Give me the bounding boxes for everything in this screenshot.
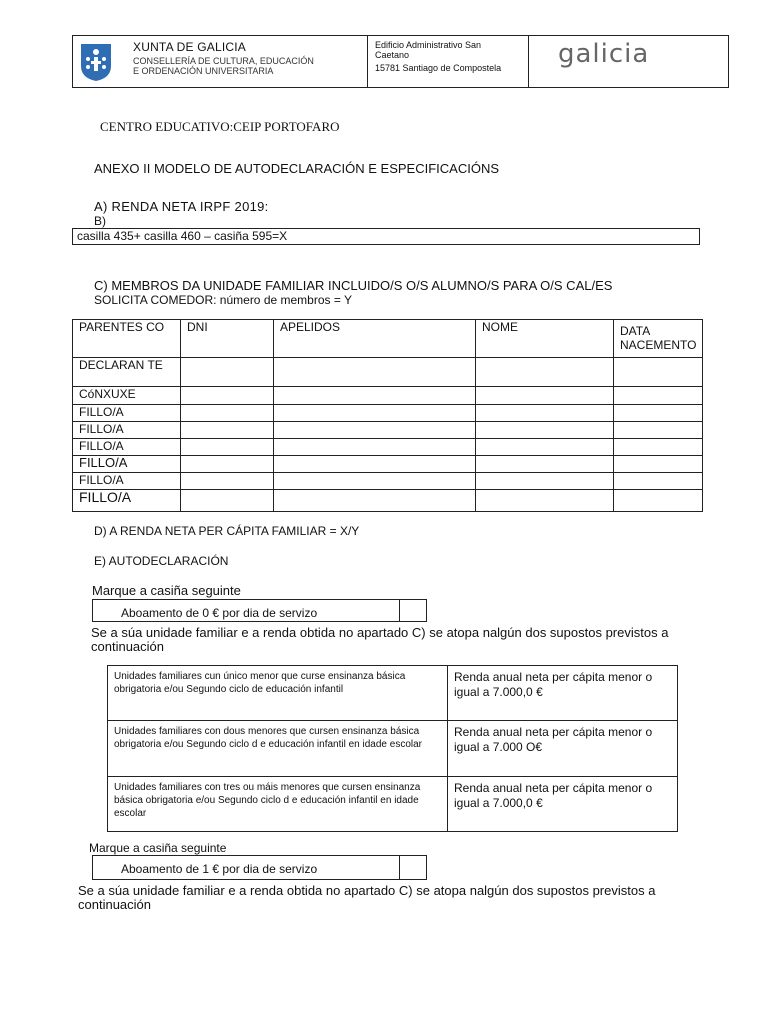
dni-cell[interactable] xyxy=(181,490,274,512)
surnames-cell[interactable] xyxy=(274,405,476,422)
table-row xyxy=(73,439,703,456)
org-name: XUNTA DE GALICIA xyxy=(133,40,247,54)
condition-text-2: Se a súa unidade familiar e a renda obtida no apartado C) se atopa nalgún dos supostos previstos a continuación xyxy=(78,883,656,912)
address-line-3: 15781 Santiago de Compostela xyxy=(375,63,502,73)
name-cell[interactable] xyxy=(476,456,614,473)
birth-date-cell[interactable] xyxy=(614,358,703,387)
birth-date-cell[interactable] xyxy=(614,405,703,422)
department-line-2: E ORDENACIÓN UNIVERSITARIA xyxy=(133,66,274,76)
supposition-description: Unidades familiares con dous menores que cursen ensinanza básica obrigatoria e/ou Segundo ciclo d e educación infantil en idade escolar xyxy=(108,721,448,777)
section-c-line-1: C) MEMBROS DA UNIDADE FAMILIAR INCLUIDO/S O/S ALUMNO/S PARA O/S CAL/ES xyxy=(94,278,613,293)
row-relationship: FILLO/A xyxy=(73,456,181,473)
address-line-1: Edificio Administrativo San xyxy=(375,40,482,50)
mark-instruction-2: Marque a casiña seguinte xyxy=(89,841,227,855)
address xyxy=(375,40,501,73)
dni-cell[interactable] xyxy=(181,422,274,439)
section-a-label: A) RENDA NETA IRPF 2019: xyxy=(94,199,269,214)
header-surnames: APELIDOS xyxy=(274,320,476,358)
payment-0-checkbox[interactable] xyxy=(399,599,426,622)
suppositions-table xyxy=(107,665,678,832)
surnames-cell[interactable] xyxy=(274,422,476,439)
birth-date-cell[interactable] xyxy=(614,387,703,405)
surnames-cell[interactable] xyxy=(274,473,476,490)
row-relationship: FILLO/A xyxy=(73,490,181,512)
formula-box: casilla 435+ casilla 460 – casiña 595=X xyxy=(72,228,700,245)
address-line-2: Caetano xyxy=(375,50,410,60)
name-cell[interactable] xyxy=(476,405,614,422)
table-row xyxy=(73,422,703,439)
table-row xyxy=(108,777,678,832)
supposition-description: Unidades familiares cun único menor que curse ensinanza básica obrigatoria e/ou Segundo ciclo de educación infantil xyxy=(108,666,448,721)
section-c-line-2: SOLICITA COMEDOR: número de membros = Y xyxy=(94,293,352,307)
surnames-cell[interactable] xyxy=(274,387,476,405)
table-row xyxy=(108,666,678,721)
letterhead-brand-cell xyxy=(528,36,728,87)
header-name: NOME xyxy=(476,320,614,358)
school-name: CENTRO EDUCATIVO:CEIP PORTOFARO xyxy=(100,119,340,134)
table-row xyxy=(73,405,703,422)
table-row xyxy=(73,456,703,473)
payment-0-label: Aboamento de 0 € por dia de servizo xyxy=(121,606,318,620)
birth-date-cell[interactable] xyxy=(614,439,703,456)
row-relationship: DECLARAN TE xyxy=(73,358,181,387)
row-relationship: CóNXUXE xyxy=(73,387,181,405)
table-row xyxy=(73,473,703,490)
supposition-income-limit: Renda anual neta per cápita menor o igual a 7.000,0 € xyxy=(448,666,678,721)
table-row xyxy=(73,490,703,512)
letterhead xyxy=(72,35,729,88)
surnames-cell[interactable] xyxy=(274,490,476,512)
header-birth-date: DATA NACEMENTO xyxy=(614,320,703,358)
birth-date-cell[interactable] xyxy=(614,422,703,439)
supposition-income-limit: Renda anual neta per cápita menor o igual a 7.000,0 € xyxy=(448,777,678,832)
payment-1-checkbox[interactable] xyxy=(399,855,426,880)
dni-cell[interactable] xyxy=(181,358,274,387)
condition-text-1: Se a súa unidade familiar e a renda obtida no apartado C) se atopa nalgún dos supostos previstos a continuación xyxy=(91,625,669,654)
mark-instruction-1: Marque a casiña seguinte xyxy=(92,583,241,598)
coat-of-arms-icon xyxy=(80,42,112,82)
section-d-label: D) A RENDA NETA PER CÁPITA FAMILIAR = X/Y xyxy=(94,524,360,538)
dni-cell[interactable] xyxy=(181,473,274,490)
row-relationship: FILLO/A xyxy=(73,439,181,456)
name-cell[interactable] xyxy=(476,439,614,456)
letterhead-org-cell xyxy=(73,36,368,87)
table-header-row xyxy=(73,320,703,358)
family-members-table xyxy=(72,319,703,512)
row-relationship: FILLO/A xyxy=(73,422,181,439)
table-row xyxy=(108,721,678,777)
surnames-cell[interactable] xyxy=(274,358,476,387)
department-name xyxy=(133,56,314,76)
name-cell[interactable] xyxy=(476,387,614,405)
galicia-logo: galicia xyxy=(558,39,650,69)
section-b-label: B) xyxy=(94,214,106,228)
dni-cell[interactable] xyxy=(181,405,274,422)
surnames-cell[interactable] xyxy=(274,456,476,473)
birth-date-cell[interactable] xyxy=(614,456,703,473)
surnames-cell[interactable] xyxy=(274,439,476,456)
dni-cell[interactable] xyxy=(181,456,274,473)
payment-1-label: Aboamento de 1 € por dia de servizo xyxy=(121,862,318,876)
dni-cell[interactable] xyxy=(181,387,274,405)
header-dni: DNI xyxy=(181,320,274,358)
table-row xyxy=(73,358,703,387)
payment-1-option xyxy=(92,855,427,880)
row-relationship: FILLO/A xyxy=(73,473,181,490)
name-cell[interactable] xyxy=(476,358,614,387)
dni-cell[interactable] xyxy=(181,439,274,456)
letterhead-address-cell xyxy=(367,36,529,87)
name-cell[interactable] xyxy=(476,422,614,439)
table-row xyxy=(73,387,703,405)
department-line-1: CONSELLERÍA DE CULTURA, EDUCACIÓN xyxy=(133,56,314,66)
annex-title: ANEXO II MODELO DE AUTODECLARACIÓN E ESPECIFICACIÓNS xyxy=(94,161,500,176)
supposition-description: Unidades familiares con tres ou máis menores que cursen ensinanza básica obrigatoria e/ou Segundo ciclo d e educación infantil en idade escolar xyxy=(108,777,448,832)
supposition-income-limit: Renda anual neta per cápita menor o igual a 7.000 O€ xyxy=(448,721,678,777)
name-cell[interactable] xyxy=(476,473,614,490)
header-relationship: PARENTES CO xyxy=(73,320,181,358)
birth-date-cell[interactable] xyxy=(614,490,703,512)
birth-date-cell[interactable] xyxy=(614,473,703,490)
payment-0-option xyxy=(92,599,427,622)
name-cell[interactable] xyxy=(476,490,614,512)
section-e-label: E) AUTODECLARACIÓN xyxy=(94,554,229,568)
row-relationship: FILLO/A xyxy=(73,405,181,422)
